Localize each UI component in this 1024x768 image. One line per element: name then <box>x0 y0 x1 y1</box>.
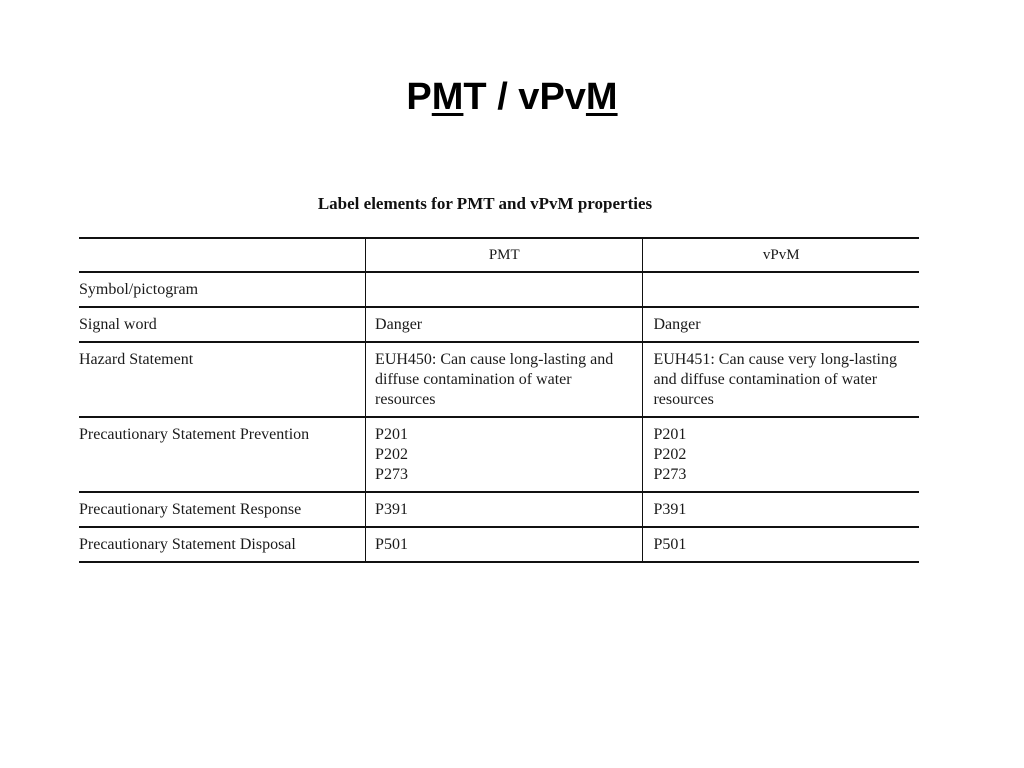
cell-line: EUH451: Can cause very long-lasting <box>653 351 897 368</box>
cell-line: Danger <box>653 316 701 333</box>
vpvm-cell <box>643 527 919 562</box>
cell-line <box>653 280 919 300</box>
vpvm-cell <box>643 342 919 417</box>
cell-line: P201 <box>653 426 687 443</box>
row-label: Precautionary Statement Response <box>79 492 366 527</box>
row-label: Precautionary Statement Disposal <box>79 527 366 562</box>
cell-line: P501 <box>375 536 408 553</box>
pmt-cell <box>366 272 643 307</box>
cell-line: resources <box>653 391 714 408</box>
table-row <box>79 342 919 417</box>
table-body <box>79 272 919 562</box>
vpvm-cell <box>643 492 919 527</box>
slide-title <box>0 72 1024 122</box>
cell-line: P202 <box>653 446 687 463</box>
cell-line: EUH450: Can cause long-lasting and <box>375 351 614 368</box>
pmt-cell <box>366 342 643 417</box>
pmt-cell <box>366 492 643 527</box>
cell-line: and diffuse contamination of water <box>653 371 878 388</box>
table-header-row <box>79 238 919 272</box>
cell-line <box>375 280 642 300</box>
cell-line: P391 <box>653 501 687 518</box>
table-row <box>79 417 919 492</box>
cell-line: P273 <box>653 466 687 483</box>
vpvm-cell <box>643 307 919 342</box>
title-part-underlined: M <box>585 76 618 118</box>
table-row <box>79 492 919 527</box>
cell-line: P273 <box>375 466 408 483</box>
table-row <box>79 272 919 307</box>
table-row <box>79 307 919 342</box>
cell-line: P391 <box>375 501 408 518</box>
table-row <box>79 527 919 562</box>
pmt-cell <box>366 417 643 492</box>
table-caption: Label elements for PMT and vPvM properties <box>317 194 653 213</box>
header-cell-pmt: PMT <box>366 238 643 272</box>
label-elements-table <box>79 237 919 563</box>
cell-line: P201 <box>375 426 408 443</box>
cell-line: resources <box>375 391 436 408</box>
cell-line: P202 <box>375 446 408 463</box>
cell-line: diffuse contamination of water <box>375 371 572 388</box>
row-label: Symbol/pictogram <box>79 272 366 307</box>
title-part: P <box>406 76 432 118</box>
header-cell-vpvm: vPvM <box>643 238 919 272</box>
title-part: T / vPv <box>463 76 586 118</box>
title-part-underlined: M <box>431 76 464 118</box>
row-label: Hazard Statement <box>79 342 366 417</box>
row-label: Signal word <box>79 307 366 342</box>
vpvm-cell <box>643 417 919 492</box>
cell-line: P501 <box>653 536 687 553</box>
header-cell-empty <box>79 238 366 272</box>
vpvm-cell <box>643 272 919 307</box>
row-label: Precautionary Statement Prevention <box>79 417 366 492</box>
cell-line: Danger <box>375 316 423 333</box>
pmt-cell <box>366 307 643 342</box>
pmt-cell <box>366 527 643 562</box>
